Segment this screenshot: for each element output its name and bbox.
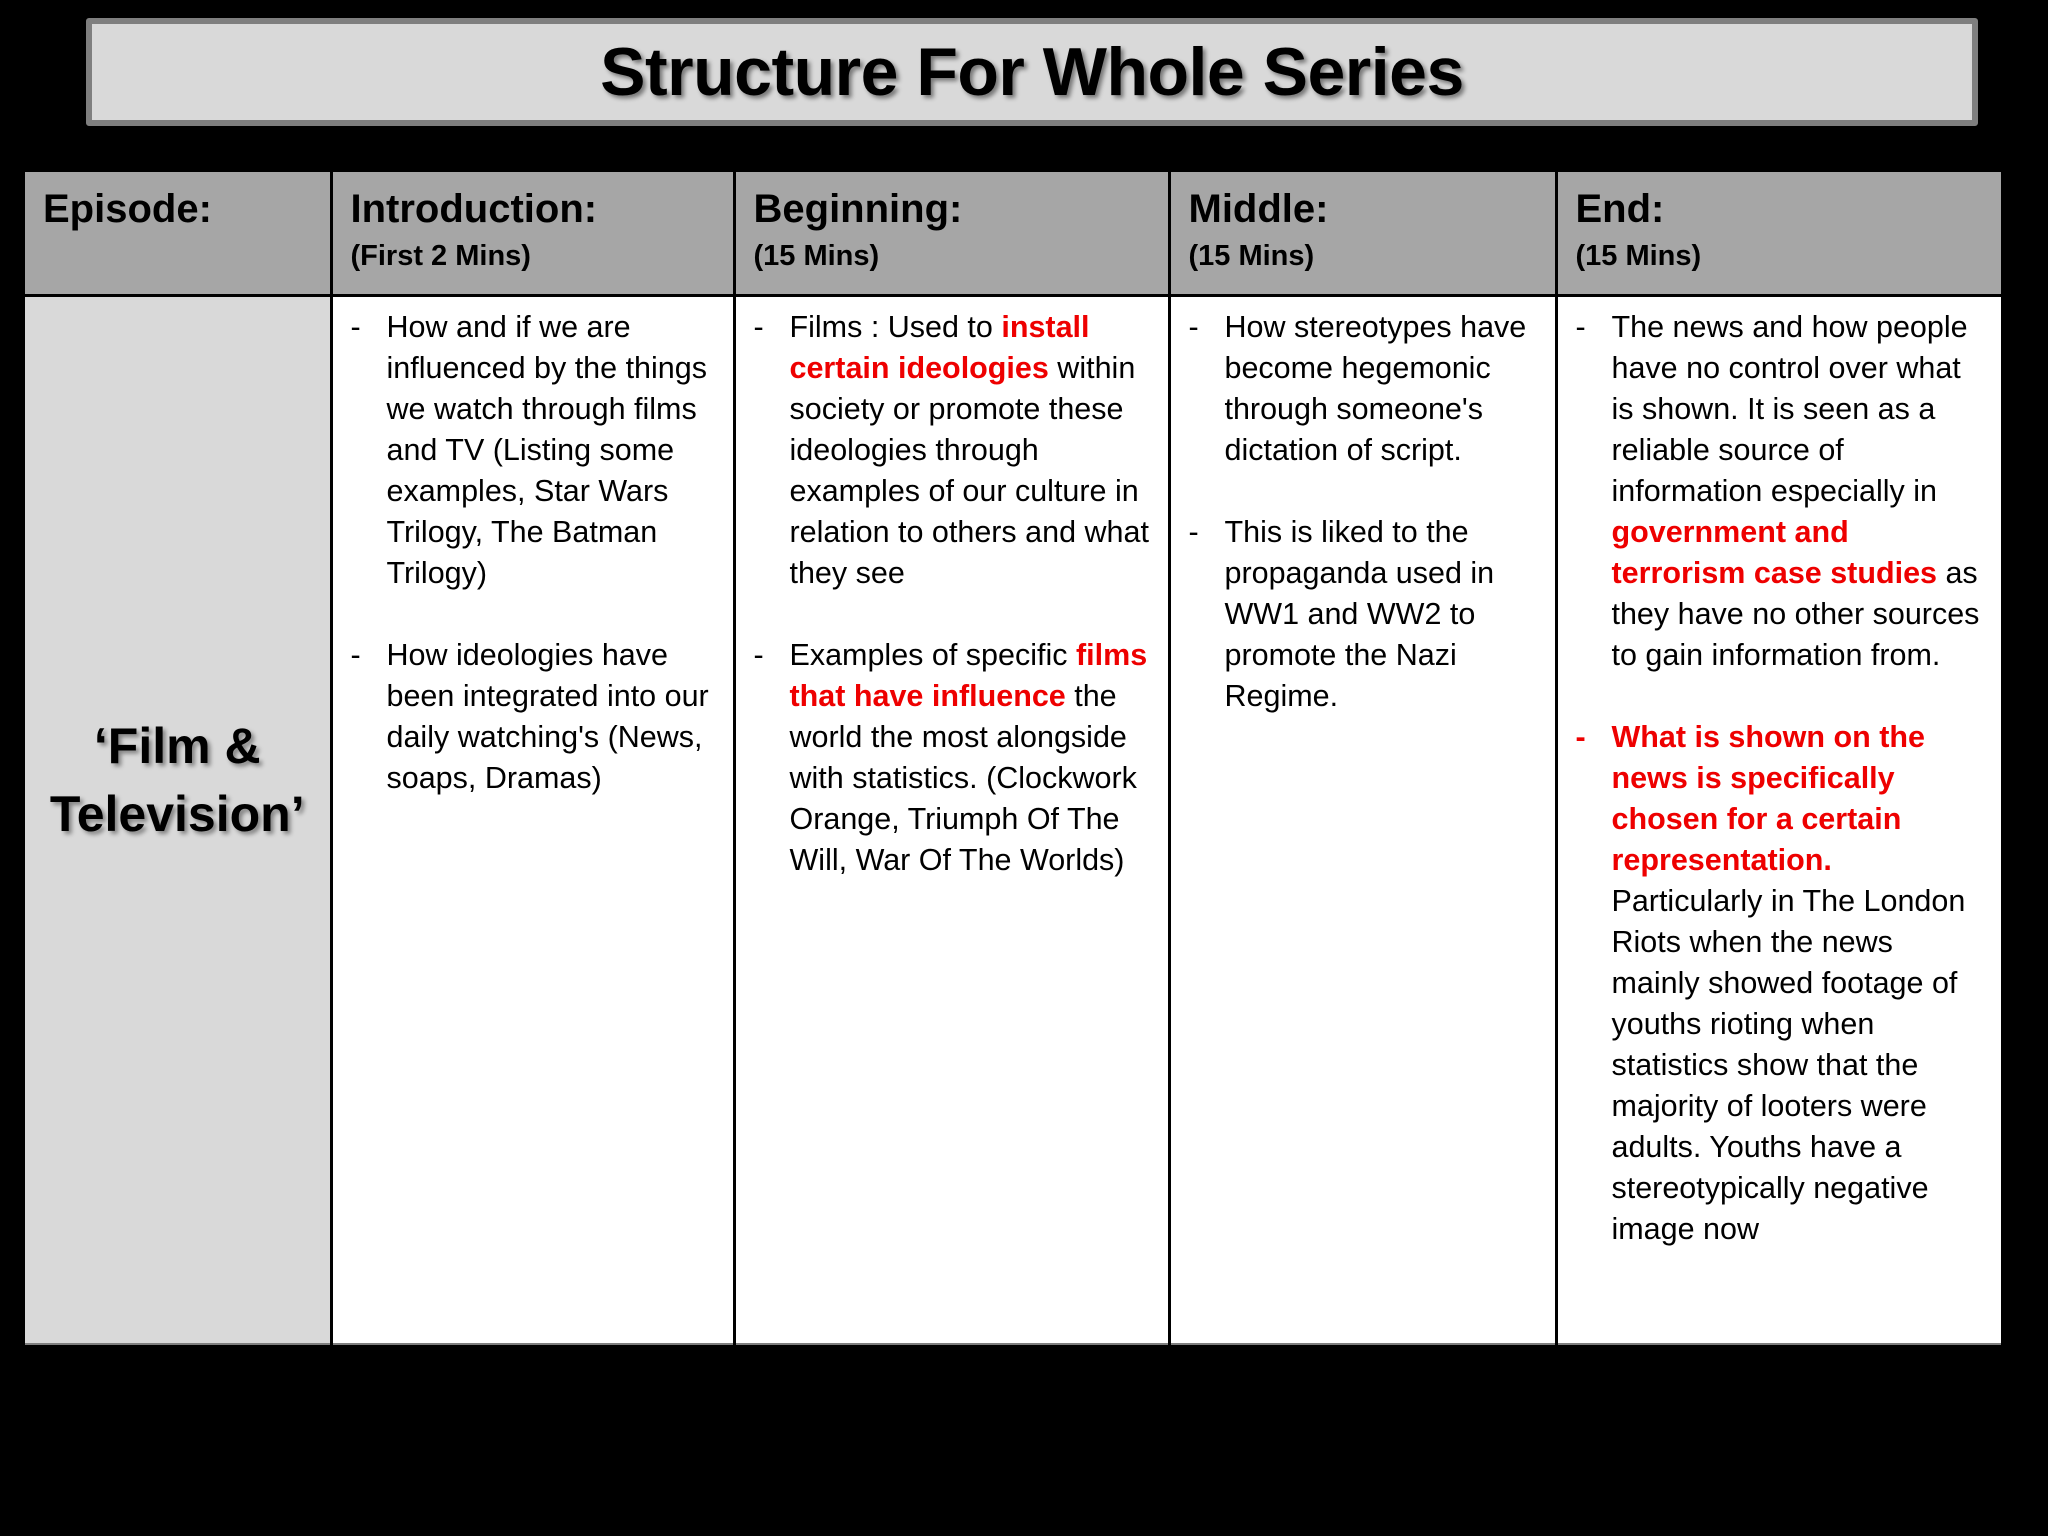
header-episode (25, 172, 331, 296)
introduction-list (347, 307, 719, 799)
header-duration: (15 Mins) (753, 240, 880, 272)
header-duration: (15 Mins) (1188, 240, 1315, 272)
header-label: Introduction: (350, 187, 598, 231)
page-title: Structure For Whole Series (600, 34, 1464, 110)
bullet-text: How and if we are influenced by the things we watch through films and TV (Listing some examples, Star Wars Trilogy, The Batman Trilogy) (386, 310, 707, 590)
bullet-text: This is liked to the propaganda used in WW1 and WW2 to promote the Nazi Regime. (1224, 515, 1495, 713)
introduction-cell (331, 296, 734, 1345)
header-label: Middle: (1188, 187, 1329, 231)
list-item (750, 635, 1154, 881)
episode-cell (25, 296, 331, 1345)
highlighted-text: films that have influence (789, 638, 1148, 713)
bullet-text: Films : Used to (789, 310, 1002, 344)
list-item (1572, 717, 1988, 1250)
title-banner (86, 18, 1978, 126)
header-label: Beginning: (753, 187, 963, 231)
header-label: Episode: (43, 187, 212, 231)
list-item (347, 635, 719, 799)
bullet-text: How ideologies have been integrated into our daily watching's (News, soaps, Dramas) (386, 638, 709, 795)
header-label: End: (1575, 187, 1665, 231)
middle-list (1185, 307, 1541, 717)
end-list (1572, 307, 1988, 1250)
series-structure-table (25, 172, 2001, 1345)
bullet-text: How stereotypes have become hegemonic through someone's dictation of script. (1224, 310, 1527, 467)
list-item (1185, 307, 1541, 471)
list-item (347, 307, 719, 594)
bullet-text: Particularly in The London Riots when the news mainly showed footage of youths rioting when statistics show that the majority of looters were adults. Youths have a stereotypically negative image now (1611, 884, 1966, 1246)
middle-cell (1169, 296, 1556, 1345)
list-item (750, 307, 1154, 594)
highlighted-text: government and terrorism case studies (1611, 515, 1937, 590)
highlighted-text: install certain ideologies (789, 310, 1090, 385)
list-item (1185, 512, 1541, 717)
bullet-text: the world the most alongside with statistics. (Clockwork Orange, Triumph Of The Will, War Of The Worlds) (789, 679, 1137, 877)
bullet-text: The news and how people have no control over what is shown. It is seen as a reliable source of information especially in (1611, 310, 1968, 508)
list-item (1572, 307, 1988, 676)
highlighted-text: What is shown on the news is specifically chosen for a certain representation. (1611, 720, 1925, 877)
bullet-text: within society or promote these ideologies through examples of our culture in relation to others and what they see (789, 351, 1149, 590)
header-duration: (First 2 Mins) (350, 240, 531, 272)
episode-name: ‘Film & Television’ (49, 718, 305, 842)
header-beginning (734, 172, 1169, 296)
header-introduction (331, 172, 734, 296)
header-row (25, 172, 2001, 296)
bullet-text: as they have no other sources to gain information from. (1611, 556, 1980, 672)
beginning-list (750, 307, 1154, 881)
bullet-text: Examples of specific (789, 638, 1076, 672)
header-middle (1169, 172, 1556, 296)
header-duration: (15 Mins) (1575, 240, 1702, 272)
beginning-cell (734, 296, 1169, 1345)
table-row (25, 296, 2001, 1345)
end-cell (1556, 296, 2001, 1345)
header-end (1556, 172, 2001, 296)
